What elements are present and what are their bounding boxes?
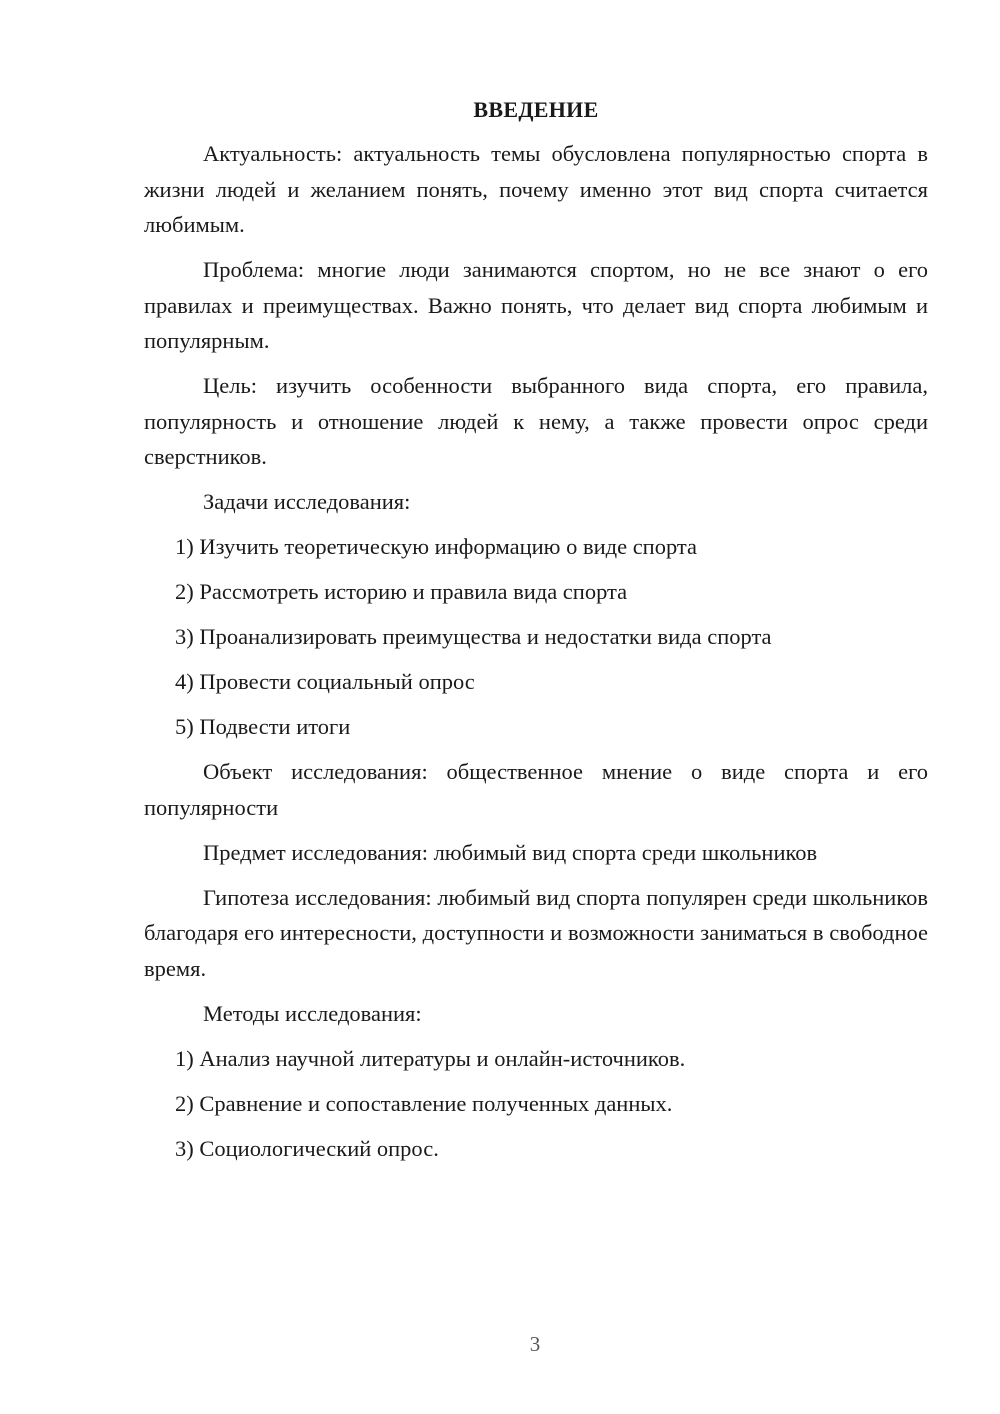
- tasks-heading: Задачи исследования:: [203, 489, 411, 514]
- paragraph-object: Объект исследования: общественное мнение о виде спорта и его популярности: [144, 759, 928, 820]
- list-item: 1) Изучить теоретическую информацию о виде спорта: [175, 534, 698, 559]
- list-item: 1) Анализ научной литературы и онлайн-источников.: [175, 1045, 686, 1071]
- list-item: 2) Рассмотреть историю и правила вида спорта: [175, 579, 628, 604]
- paragraph-problem: Проблема: многие люди занимаются спортом, но не все знают о его правилах и преимуществах. Важно понять, что делает вид спорта любимым и популярным.: [144, 257, 928, 353]
- document-page: [144, 94, 928, 1176]
- list-item: 3) Социологический опрос.: [175, 1135, 439, 1161]
- paragraph-goal: Цель: изучить особенности выбранного вида спорта, его правила, популярность и отношение людей к нему, а также провести опрос среди сверстников.: [144, 373, 928, 469]
- page-number: 3: [529, 1332, 541, 1356]
- section-title: ВВЕДЕНИЕ: [473, 97, 599, 122]
- list-item: 2) Сравнение и сопоставление полученных данных.: [175, 1090, 673, 1116]
- tasks-list: [144, 529, 928, 745]
- list-item: 4) Провести социальный опрос: [175, 669, 475, 694]
- methods-heading: Методы исследования:: [203, 1000, 422, 1026]
- list-item: 3) Проанализировать преимущества и недостатки вида спорта: [175, 624, 772, 649]
- paragraph-hypothesis: Гипотеза исследования: любимый вид спорта популярен среди школьников благодаря его интересности, доступности и возможности заниматься в свободное время.: [144, 884, 928, 981]
- methods-list: [144, 1041, 928, 1167]
- paragraph-subject: Предмет исследования: любимый вид спорта среди школьников: [203, 839, 818, 865]
- paragraph-relevance: Актуальность: актуальность темы обусловлена популярностью спорта в жизни людей и желанием понять, почему именно этот вид спорта считается любимым.: [144, 141, 928, 237]
- list-item: 5) Подвести итоги: [175, 714, 351, 739]
